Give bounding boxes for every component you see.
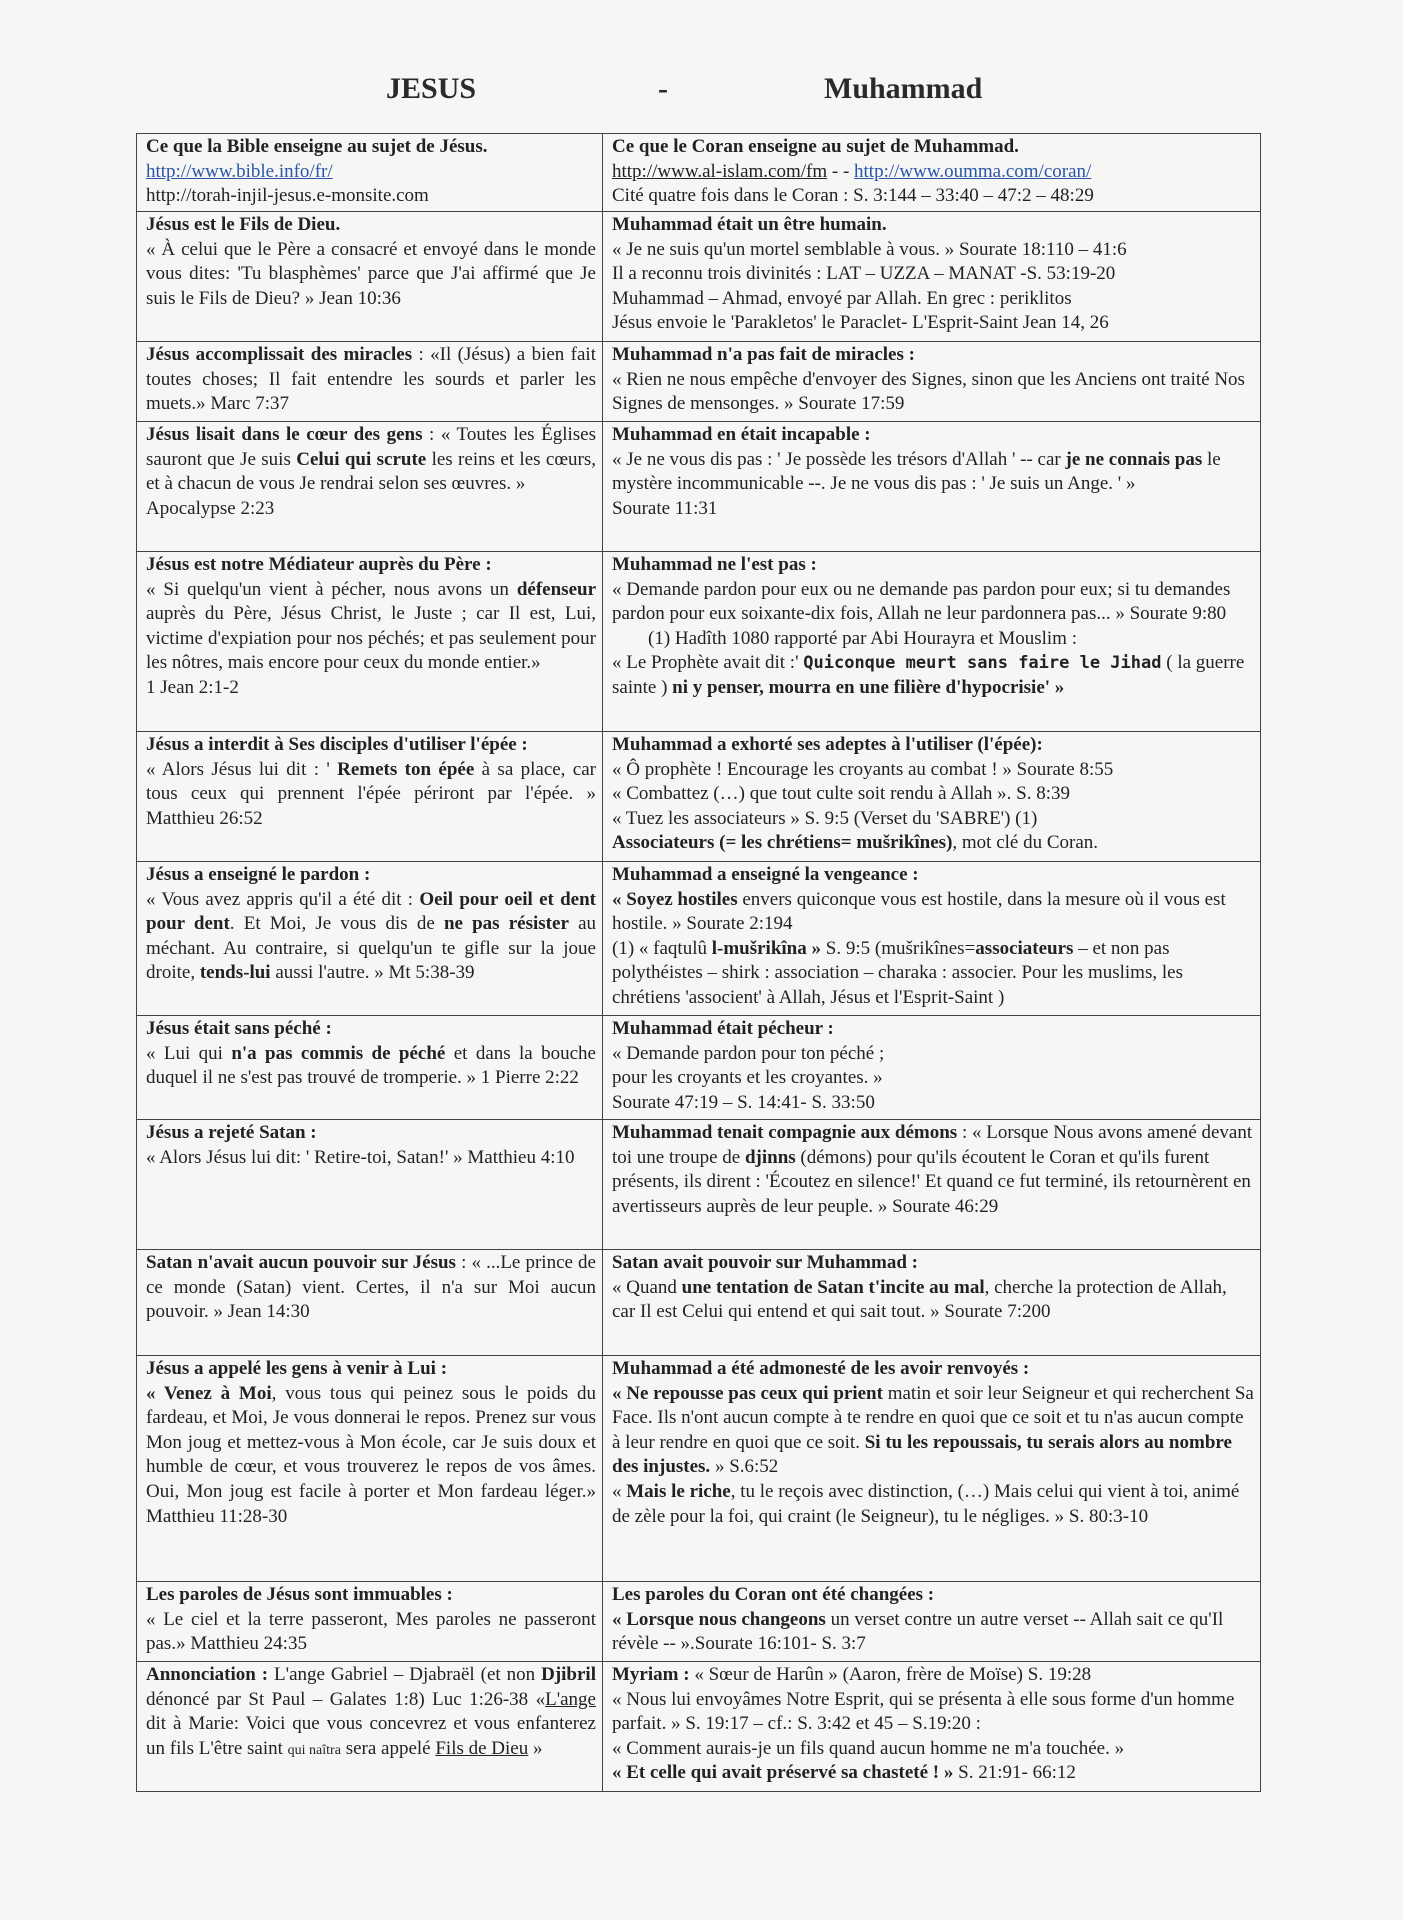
jesus-cell — [137, 212, 603, 342]
cell-text: le mystère incommunicable --. Je ne vous dis pas : ' Je suis un Ange. ' » — [612, 448, 1221, 495]
cell-heading: Muhammad ne l'est pas : — [612, 554, 817, 575]
cell-text: « Sœur de Harûn » (Aaron, frère de Moïse) S. 19:28 — [689, 1664, 1092, 1685]
cell-line: Sourate 47:19 – S. 14:41- S. 33:50 — [612, 1091, 875, 1113]
table-row — [137, 342, 1261, 422]
cell-emphasis: Myriam : — [612, 1664, 690, 1685]
cell-heading: Les paroles de Jésus sont immuables : — [146, 1584, 453, 1605]
cell-line: « Nous lui envoyâmes Notre Esprit, qui se présenta à elle sous forme d'un homme parfait. » S. 19:17 – cf.: S. 3:42 et 45 – S.19:20 : — [612, 1688, 1235, 1735]
cell-text: (1) « faqtulû — [612, 937, 712, 959]
cell-heading: Jésus a interdit à Ses disciples d'utiliser l'épée : — [146, 734, 528, 755]
cell-text: : « Lorsque Nous avons amené devant toi une troupe de — [612, 1122, 1253, 1168]
cell-emphasis: associateurs — [975, 937, 1074, 959]
hadith-note: (1) Hadîth 1080 rapporté par Abi Hourayra et Mouslim : — [648, 627, 1077, 649]
cell-reference: Sourate 11:31 — [612, 497, 718, 519]
cell-emphasis: n'a pas commis de péché — [231, 1042, 446, 1064]
cell-emphasis: Mais le riche — [626, 1480, 731, 1502]
comparison-table — [136, 133, 1261, 1792]
cell-emphasis: défenseur — [516, 578, 596, 600]
page-title — [136, 72, 1260, 122]
cell-text: au méchant. Au contraire, si quelqu'un te gifle sur la joue droite, — [146, 913, 597, 984]
cell-emphasis: Oeil pour oeil et dent pour dent — [146, 888, 596, 935]
cell-text: « Lui qui — [146, 1042, 232, 1064]
cell-emphasis: djinns — [744, 1146, 796, 1168]
cell-heading: Muhammad était un être humain. — [612, 214, 887, 235]
website-link[interactable]: http://torah-injil-jesus.e-monsite.com — [146, 185, 429, 207]
title-jesus: JESUS — [386, 72, 477, 105]
cell-heading: Jésus était sans péché : — [146, 1018, 332, 1039]
cell-line: Il a reconnu trois divinités : LAT – UZZA – MANAT -S. 53:19-20 — [612, 263, 1116, 285]
cell-text: « Vous avez appris qu'il a été dit : — [146, 888, 420, 910]
jesus-cell — [137, 134, 603, 212]
cell-text: « — [612, 1480, 627, 1502]
muhammad-cell — [603, 1356, 1261, 1582]
cell-heading: Muhammad tenait compagnie aux démons — [612, 1122, 958, 1143]
cell-text: » — [528, 1737, 543, 1759]
cell-text: Cité quatre fois dans le Coran : S. 3:144 – 33:40 – 47:2 – 48:29 — [612, 185, 1094, 207]
cell-text: envers quiconque vous est hostile, dans la mesure où il vous est hostile. » Sourate 2:194 — [612, 888, 1226, 935]
muhammad-cell — [603, 342, 1261, 422]
cell-line: « Comment aurais-je un fils quand aucun homme ne m'a touchée. » — [612, 1737, 1125, 1759]
cell-text: , tu le reçois avec distinction, (…) Mais celui qui vient à toi, animé de zèle pour la foi, qui craint (le Seigneur), tu le négliges. » S. 80:3-10 — [612, 1480, 1240, 1527]
cell-text: : « ...Le prince de ce monde (Satan) vient. Certes, il n'a sur Moi aucun pouvoir. » Jean 14:30 — [146, 1252, 596, 1323]
table-row — [137, 1582, 1261, 1662]
cell-text: dénoncé par St Paul – Galates 1:8) Luc 1:26-38 « — [146, 1688, 546, 1710]
cell-line: « Ô prophète ! Encourage les croyants au combat ! » Sourate 8:55 — [612, 758, 1114, 780]
cell-text: S. 9:5 (mušrikînes= — [821, 937, 976, 959]
muhammad-cell — [603, 134, 1261, 212]
cell-text: : «Il (Jésus) a bien fait toutes choses; Il fait entendre les sourds et parler les muets.» Marc 7:37 — [146, 344, 596, 415]
cell-emphasis: Annonciation : — [146, 1664, 269, 1685]
jesus-cell — [137, 1120, 603, 1250]
cell-heading: Les paroles du Coran ont été changées : — [612, 1584, 935, 1605]
cell-emphasis: une tentation de Satan t'incite au mal — [681, 1276, 985, 1298]
cell-emphasis: « Soyez hostiles — [612, 888, 738, 910]
cell-emphasis: « Et celle qui avait préservé sa chasteté ! » — [612, 1762, 954, 1784]
cell-text: « Le ciel et la terre passeront, Mes paroles ne passeront pas.» Matthieu 24:35 — [146, 1608, 596, 1655]
cell-emphasis: Si tu les repoussais, tu serais alors au nombre des injustes. — [612, 1431, 1232, 1478]
cell-text: , cherche la protection de Allah, car Il est Celui qui entend et qui sait tout. » Sourate 7:200 — [612, 1276, 1227, 1323]
cell-heading: Muhammad a exhorté ses adeptes à l'utiliser (l'épée): — [612, 734, 1043, 755]
cell-text: les reins et les cœurs, et à chacun de vous Je rendrai selon ses œuvres. » — [146, 448, 597, 495]
cell-line: « Demande pardon pour ton péché ; — [612, 1042, 885, 1064]
cell-line: pour les croyants et les croyantes. » — [612, 1067, 883, 1089]
cell-line: Jésus envoie le 'Parakletos' le Paraclet- L'Esprit-Saint Jean 14, 26 — [612, 312, 1109, 334]
jesus-cell — [137, 422, 603, 552]
cell-heading: Jésus a appelé les gens à venir à Lui : — [146, 1358, 448, 1379]
cell-text: . Et Moi, Je vous dis de — [229, 913, 444, 935]
cell-reference: Apocalypse 2:23 — [146, 497, 275, 519]
table-row — [137, 1356, 1261, 1582]
al-islam-link[interactable]: http://www.al-islam.com/fm — [612, 160, 828, 182]
table-row — [137, 1662, 1261, 1792]
cell-text: un verset contre un autre verset -- Allah sait ce qu'Il révèle -- ».Sourate 16:101- S. 3:7 — [612, 1608, 1224, 1655]
cell-heading: Muhammad a enseigné la vengeance : — [612, 864, 919, 885]
cell-text: et dans la bouche duquel il ne s'est pas trouvé de tromperie. » 1 Pierre 2:22 — [146, 1042, 596, 1089]
cell-emphasis: Djibril — [541, 1664, 596, 1685]
cell-line: « Tuez les associateurs » S. 9:5 (Verset du 'SABRE') (1) — [612, 807, 1038, 829]
cell-text: aussi l'autre. » Mt 5:38-39 — [270, 962, 475, 984]
cell-heading: Jésus est le Fils de Dieu. — [146, 214, 341, 235]
cell-heading: Jésus lisait dans le cœur des gens — [146, 424, 423, 445]
cell-heading: Ce que la Bible enseigne au sujet de Jésus. — [146, 136, 488, 157]
muhammad-cell — [603, 1662, 1261, 1792]
cell-text: « Demande pardon pour eux ou ne demande pas pardon pour eux; si tu demandes pardon pour eux soixante-dix fois, Allah ne leur pardonnera pas... » Sourate 9:80 — [612, 578, 1231, 625]
muhammad-cell — [603, 1016, 1261, 1120]
cell-text: ( la guerre sainte ) — [612, 652, 1245, 698]
cell-heading: Muhammad n'a pas fait de miracles : — [612, 344, 915, 365]
cell-text: « Alors Jésus lui dit : ' — [146, 758, 338, 780]
cell-underline: L'ange — [545, 1688, 596, 1710]
jesus-cell — [137, 1356, 603, 1582]
cell-small-text: qui naîtra — [287, 1742, 341, 1758]
cell-heading: Muhammad en était incapable : — [612, 424, 871, 445]
table-row — [137, 552, 1261, 732]
cell-heading: Satan n'avait aucun pouvoir sur Jésus — [146, 1252, 456, 1273]
muhammad-cell — [603, 1250, 1261, 1356]
cell-text: » S.6:52 — [710, 1456, 779, 1478]
cell-emphasis: tends-lui — [199, 962, 271, 984]
cell-text: L'ange Gabriel – Djabraël (et non — [268, 1664, 542, 1685]
cell-emphasis: je ne connais pas — [1065, 448, 1203, 470]
cell-text: « Je ne vous dis pas : ' Je possède les trésors d'Allah ' -- car — [612, 448, 1066, 470]
cell-text: « Rien ne nous empêche d'envoyer des Signes, sinon que les Anciens ont traité Nos Signes de mensonges. » Sourate 17:59 — [612, 368, 1245, 415]
table-row — [137, 134, 1261, 212]
cell-line: « Combattez (…) que tout culte soit rendu à Allah ». S. 8:39 — [612, 783, 1071, 805]
cell-text: S. 21:91- 66:12 — [953, 1762, 1076, 1784]
cell-text: matin et soir leur Seigneur et qui recherchent Sa Face. Ils n'ont aucun compte à te rendre en quoi que ce soit et tu n'as aucun compte à leur rendre en quoi que ce soit. — [612, 1382, 1254, 1453]
cell-emphasis: « Lorsque nous changeons — [612, 1608, 826, 1630]
cell-emphasis: ni y penser, mourra en une filière d'hypocrisie' » — [672, 676, 1065, 698]
muhammad-cell — [603, 1582, 1261, 1662]
jesus-cell — [137, 1582, 603, 1662]
cell-line: Muhammad – Ahmad, envoyé par Allah. En grec : periklitos — [612, 287, 1072, 309]
oumma-link[interactable]: http://www.oumma.com/coran/ — [854, 160, 1092, 182]
table-row — [137, 212, 1261, 342]
cell-text: « Le Prophète avait dit :' — [612, 652, 804, 674]
cell-emphasis: l-mušrikîna » — [711, 937, 822, 959]
table-row — [137, 732, 1261, 862]
cell-emphasis: Remets ton épée — [337, 758, 475, 780]
muhammad-cell — [603, 1120, 1261, 1250]
cell-heading: Satan avait pouvoir sur Muhammad : — [612, 1252, 918, 1273]
cell-heading: Jésus a rejeté Satan : — [146, 1122, 317, 1143]
cell-reference: 1 Jean 2:1-2 — [146, 676, 239, 698]
table-row — [137, 1016, 1261, 1120]
muhammad-cell — [603, 212, 1261, 342]
cell-text: « Si quelqu'un vient à pécher, nous avons un — [146, 578, 517, 600]
muhammad-cell — [603, 732, 1261, 862]
jesus-cell — [137, 732, 603, 862]
cell-text: auprès du Père, Jésus Christ, le Juste ; car Il est, Lui, victime d'expiation pour nos péchés; et pas seulement pour les nôtres, mais encore pour ceux du monde entier.» — [146, 603, 596, 674]
table-row — [137, 422, 1261, 552]
jesus-cell — [137, 342, 603, 422]
jesus-cell — [137, 1662, 603, 1792]
cell-emphasis: Associateurs (= les chrétiens= mušrikînes) — [612, 832, 953, 854]
muhammad-cell — [603, 552, 1261, 732]
table-row — [137, 1120, 1261, 1250]
table-row — [137, 1250, 1261, 1356]
jesus-cell — [137, 1250, 603, 1356]
cell-line: « Je ne suis qu'un mortel semblable à vous. » Sourate 18:110 – 41:6 — [612, 238, 1127, 260]
title-muhammad: Muhammad — [824, 72, 983, 105]
title-separator: - — [658, 72, 668, 105]
cell-text: (démons) pour qu'ils écoutent le Coran et qu'ils furent présents, ils dirent : 'Écoutez en silence!' Et quand ce fut terminé, ils retournèrent en avertisseurs auprès de leur peuple. » Sourate 46:29 — [612, 1146, 1251, 1217]
cell-heading: Muhammad était pécheur : — [612, 1018, 834, 1039]
jesus-cell — [137, 862, 603, 1016]
cell-text: : « Toutes les Églises sauront que Je suis — [146, 424, 597, 470]
cell-heading: Jésus a enseigné le pardon : — [146, 864, 371, 885]
cell-heading: Jésus est notre Médiateur auprès du Père : — [146, 554, 492, 575]
cell-text: « Alors Jésus lui dit: ' Retire-toi, Satan!' » Matthieu 4:10 — [146, 1146, 575, 1168]
cell-text: , vous tous qui peinez sous le poids du fardeau, et Moi, Je vous donnerai le repos. Prenez sur vous Mon joug et mettez-vous à Mon école, car Je suis doux et humble de cœur, et vous trouverez le repos de vos âmes. Oui, Mon joug est facile à porter et Mon fardeau léger.» Matthieu 11:28-30 — [146, 1382, 596, 1527]
cell-emphasis: « Ne repousse pas ceux qui prient — [612, 1382, 883, 1404]
cell-emphasis: Quiconque meurt sans faire le Jihad — [803, 653, 1162, 674]
cell-text: « À celui que le Père a consacré et envoyé dans le monde vous dites: 'Tu blasphèmes' parce que J'ai affirmé que Je suis le Fils de Dieu? » Jean 10:36 — [146, 238, 596, 309]
cell-emphasis: « Venez à Moi — [146, 1382, 272, 1404]
muhammad-cell — [603, 422, 1261, 552]
cell-heading: Ce que le Coran enseigne au sujet de Muhammad. — [612, 136, 1019, 157]
cell-heading: Jésus accomplissait des miracles — [146, 344, 413, 365]
cell-text: , mot clé du Coran. — [952, 832, 1099, 854]
jesus-cell — [137, 1016, 603, 1120]
table-row — [137, 862, 1261, 1016]
cell-heading: Muhammad a été admonesté de les avoir renvoyés : — [612, 1358, 1030, 1379]
cell-emphasis: ne pas résister — [443, 913, 569, 935]
cell-underline: Fils de Dieu — [435, 1737, 529, 1759]
cell-text: sera appelé — [340, 1737, 436, 1759]
cell-emphasis: Celui qui scrute — [296, 448, 427, 470]
muhammad-cell — [603, 862, 1261, 1016]
cell-text: à sa place, car tous ceux qui prennent l'épée périront par l'épée. » Matthieu 26:52 — [146, 758, 596, 829]
cell-text: – et non pas polythéistes – shirk : association – charaka : associer. Pour les muslims, les chrétiens 'associent' à Allah, Jésus et l'Esprit-Saint ) — [612, 937, 1183, 1008]
link-separator: - - — [827, 160, 855, 182]
jesus-cell — [137, 552, 603, 732]
cell-text: « Quand — [612, 1276, 682, 1298]
bible-link[interactable]: http://www.bible.info/fr/ — [146, 160, 333, 182]
cell-text: dit à Marie: Voici que vous concevrez et vous enfanterez un fils L'être saint — [146, 1713, 596, 1759]
